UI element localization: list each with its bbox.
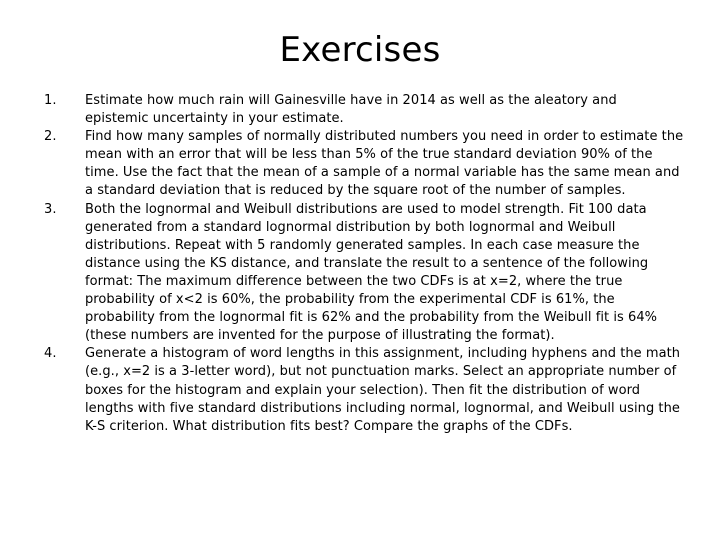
- exercise-item-2: [36, 128, 684, 200]
- exercise-item-4: [36, 345, 684, 435]
- exercise-item-1: [36, 92, 684, 128]
- slide-title: Exercises: [279, 30, 441, 70]
- exercise-number: 3.: [44, 201, 57, 217]
- exercise-number: 2.: [44, 129, 57, 145]
- exercise-text: Generate a histogram of word lengths in this assignment, including hyphens and the math (e.g., x=2 is a 3-letter word), but not punctuation marks. Select an appropriate number of boxes for the histogram and explain your selection). Then fit the distribution of word lengths with five standard distributions including normal, lognormal, and Weibull using the K-S criterion. What distribution fits best? Compare the graphs of the CDFs.: [85, 346, 681, 434]
- exercise-text: Both the lognormal and Weibull distributions are used to model strength. Fit 100 data generated from a standard lognormal distribution by both lognormal and Weibull distributions. Repeat with 5 randomly generated samples. In each case measure the distance using the KS distance, and translate the result to a sentence of the following format: The maximum difference between the two CDFs is at x=2, where the true probability of x<2 is 60%, the probability from the experimental CDF is 61%, the probability from the lognormal fit is 62% and the probability from the Weibull fit is 64% (these numbers are invented for the purpose of illustrating the format).: [85, 201, 658, 344]
- exercise-number: 4.: [44, 346, 57, 362]
- exercise-list: [36, 92, 684, 436]
- exercise-number: 1.: [44, 93, 57, 108]
- exercise-text: Estimate how much rain will Gainesville have in 2014 as well as the aleatory and epistemic uncertainty in your estimate.: [85, 93, 617, 127]
- exercise-item-3: [36, 201, 684, 346]
- exercise-text: Find how many samples of normally distributed numbers you need in order to estimate the mean with an error that will be less than 5% of the true standard deviation 90% of the time. Use the fact that the mean of a sample of a normal variable has the same mean and a standard deviation that is reduced by the square root of the number of samples.: [85, 129, 684, 199]
